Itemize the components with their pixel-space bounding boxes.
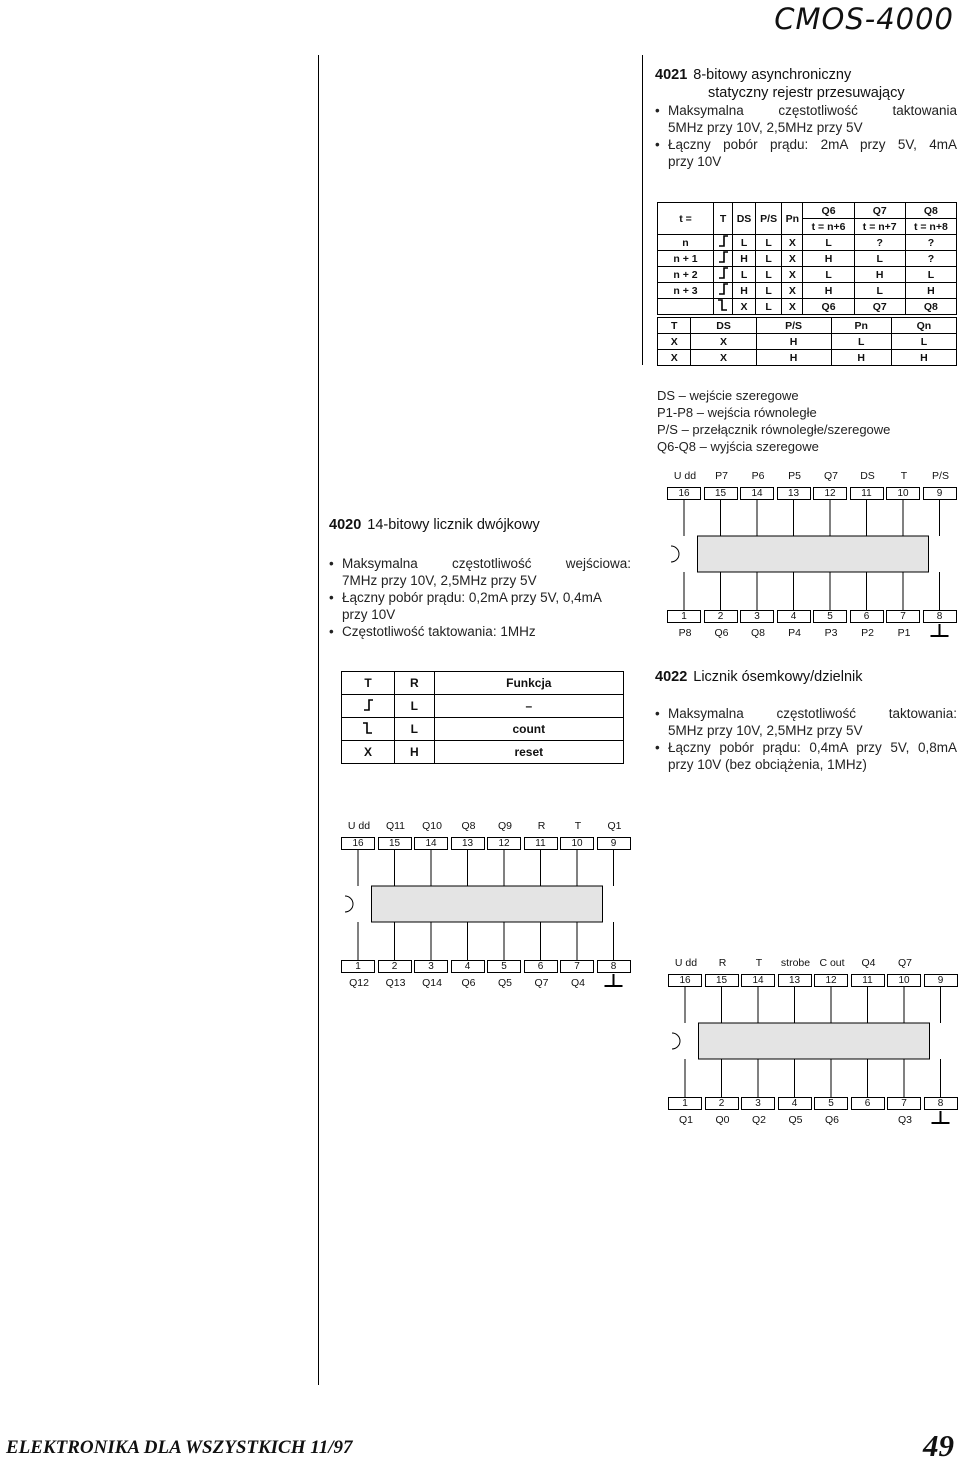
pin-bottom-number: 5: [813, 610, 847, 623]
table-cell: [714, 235, 733, 251]
table-row: [658, 267, 957, 283]
table-cell: X: [782, 299, 803, 315]
pin-bottom-number: 7: [887, 1097, 921, 1110]
table-row: [658, 334, 957, 350]
ground-icon: [931, 624, 949, 636]
table-cell: n + 1: [658, 251, 714, 267]
truth-table-4021-parallel: T DS P/S Pn Qn X X H L L X X H H H: [657, 317, 957, 366]
pin-top-label: U dd: [674, 957, 698, 969]
pin-top-number: 11: [851, 974, 885, 987]
table-cell: n: [658, 235, 714, 251]
pin-bottom-label: Q1: [678, 1114, 693, 1126]
pin-bottom-label: Q0: [715, 1114, 730, 1126]
table-cell: [658, 299, 714, 315]
pinout-4021: [665, 470, 960, 645]
pin-top-number: 12: [814, 974, 848, 987]
chip-notch: [345, 896, 353, 912]
pin-bottom-number: 1: [667, 610, 701, 623]
left-column-rule: [318, 55, 319, 1385]
table-cell: X: [733, 299, 756, 315]
title-4020: 4020 14-bitowy licznik dwójkowy: [329, 517, 540, 533]
table-cell: X: [691, 334, 756, 350]
pin-bottom-number: 3: [414, 960, 448, 973]
title-4021: 4021 8-bitowy asynchroniczny: [655, 67, 852, 83]
right-column-rule: [642, 55, 643, 365]
rising-edge-icon: [362, 699, 374, 711]
pin-bottom-label: Q3: [897, 1114, 912, 1126]
pin-bottom-label: Q6: [824, 1114, 839, 1126]
pin-bottom-number: 1: [341, 960, 375, 973]
pin-bottom-label: Q6: [461, 977, 476, 989]
table-cell: L: [755, 251, 781, 267]
pin-top-number: 14: [740, 487, 774, 500]
pin-bottom-label: Q12: [349, 977, 369, 989]
pin-top-number: 12: [813, 487, 847, 500]
pin-bottom-number: 6: [850, 610, 884, 623]
table-cell: H: [756, 350, 831, 366]
chip-notch: [671, 546, 679, 562]
pin-bottom-label: Q7: [534, 977, 549, 989]
pin-bottom-number: 5: [814, 1097, 848, 1110]
ground-icon: [932, 1111, 950, 1123]
ground-icon: [605, 974, 623, 986]
table-cell: L: [803, 267, 854, 283]
page-number: 49: [923, 1428, 954, 1463]
pin-top-label: C out: [819, 957, 845, 969]
pin-top-number: 13: [778, 974, 812, 987]
table-row: [342, 741, 624, 764]
pin-top-label: U dd: [673, 470, 697, 482]
table-cell: H: [854, 267, 905, 283]
table-cell: X: [782, 251, 803, 267]
pin-bottom-label: Q13: [385, 977, 406, 989]
legend-4021: DS – wejście szeregowe P1-P8 – wejścia równoległe P/S – przełącznik równoległe/szeregowe Q6-Q8 – wyjścia szeregowe: [657, 388, 891, 454]
truth-table-4020: T R Funkcja L – L count X H reset: [341, 671, 624, 764]
table-cell: Q6: [803, 299, 854, 315]
pinout-4022: [666, 957, 960, 1132]
pin-top-label: P6: [751, 470, 765, 482]
pin-top-number: 9: [923, 487, 957, 500]
table-cell: count: [434, 718, 623, 741]
table-cell: L: [755, 267, 781, 283]
pin-bottom-label: P8: [678, 627, 692, 639]
pin-bottom-label: Q5: [497, 977, 512, 989]
pin-bottom-label: P2: [861, 627, 874, 639]
pin-top-number: 15: [378, 837, 412, 850]
pin-top-label: Q10: [422, 820, 442, 832]
table-row: [658, 350, 957, 366]
pin-top-number: 11: [524, 837, 558, 850]
pin-top-label: Q7: [823, 470, 838, 482]
table-cell: –: [434, 695, 623, 718]
table-cell: ?: [854, 235, 905, 251]
rising-edge-icon: [717, 283, 729, 295]
pin-top-label: R: [537, 820, 546, 832]
table-cell: H: [803, 283, 854, 299]
pin-top-label: strobe: [780, 957, 811, 969]
table-cell: L: [803, 235, 854, 251]
table-cell: L: [891, 334, 956, 350]
chip-body: [698, 536, 929, 572]
pin-top-label: P7: [715, 470, 728, 482]
pin-bottom-number: 7: [560, 960, 594, 973]
pin-bottom-label: Q6: [714, 627, 729, 639]
pin-top-label: Q11: [385, 820, 406, 832]
pin-top-label: T: [900, 470, 908, 482]
pin-top-label: T: [574, 820, 582, 832]
table-cell: reset: [434, 741, 623, 764]
pin-bottom-label: Q8: [750, 627, 765, 639]
table-cell: L: [854, 283, 905, 299]
pin-top-label: Q4: [861, 957, 876, 969]
table-cell: H: [733, 251, 756, 267]
pin-top-number: 15: [704, 487, 738, 500]
pin-bottom-number: 4: [778, 1097, 812, 1110]
pin-top-label: Q8: [461, 820, 476, 832]
pin-bottom-label: P4: [788, 627, 801, 639]
pin-bottom-label: Q14: [422, 977, 442, 989]
chip-notch: [672, 1033, 680, 1049]
table-cell: X: [658, 350, 691, 366]
pin-bottom-label: Q2: [751, 1114, 766, 1126]
table-cell: [714, 267, 733, 283]
table-cell: n + 2: [658, 267, 714, 283]
table-cell: X: [782, 235, 803, 251]
table-cell: L: [395, 695, 435, 718]
rising-edge-icon: [717, 267, 729, 279]
table-cell: H: [803, 251, 854, 267]
pin-bottom-label: Q4: [570, 977, 585, 989]
table-cell: H: [905, 283, 956, 299]
pin-bottom-number: 2: [705, 1097, 739, 1110]
title-4022: 4022 Licznik ósemkowy/dzielnik: [655, 669, 863, 685]
table-cell: L: [854, 251, 905, 267]
table-cell: H: [891, 350, 956, 366]
pin-bottom-number: 8: [597, 960, 631, 973]
pin-top-label: Q7: [897, 957, 912, 969]
pin-top-number: 13: [777, 487, 811, 500]
pinout-4020: [339, 820, 634, 995]
pin-top-number: 14: [741, 974, 775, 987]
table-cell: ?: [905, 251, 956, 267]
rising-edge-icon: [717, 251, 729, 263]
table-cell: Q7: [854, 299, 905, 315]
table-cell: X: [782, 283, 803, 299]
pin-bottom-number: 7: [886, 610, 920, 623]
rising-edge-icon: [717, 235, 729, 247]
table-cell: L: [755, 235, 781, 251]
pin-top-number: 16: [341, 837, 375, 850]
table-row: [658, 251, 957, 267]
table-cell: H: [395, 741, 435, 764]
pin-bottom-label: P1: [897, 627, 911, 639]
table-cell: ?: [905, 235, 956, 251]
pin-bottom-label: P3: [824, 627, 838, 639]
pin-top-number: 12: [487, 837, 521, 850]
pin-top-number: 9: [597, 837, 631, 850]
table-cell: H: [756, 334, 831, 350]
table-cell: [714, 283, 733, 299]
pin-top-label: P5: [788, 470, 801, 482]
pin-bottom-number: 3: [740, 610, 774, 623]
pin-top-number: 10: [887, 974, 921, 987]
chip-body: [699, 1023, 930, 1059]
table-cell: L: [733, 235, 756, 251]
pin-top-number: 9: [924, 974, 958, 987]
table-cell: L: [905, 267, 956, 283]
pin-bottom-label: Q5: [788, 1114, 803, 1126]
table-cell: X: [691, 350, 756, 366]
series-header: CMOS-4000: [774, 2, 954, 36]
table-row: [658, 299, 957, 315]
table-cell: L: [831, 334, 891, 350]
bullets-4021: • Maksymalna częstotliwość taktowania 5MHz przy 10V, 2,5MHz przy 5V • Łączny pobór prądu: 2mA przy 5V, 4mA przy 10V: [655, 102, 957, 170]
pin-top-label: Q9: [497, 820, 512, 832]
pin-top-number: 10: [886, 487, 920, 500]
pin-bottom-number: 2: [378, 960, 412, 973]
table-row: [342, 695, 624, 718]
pin-top-label: DS: [860, 470, 875, 482]
pin-bottom-number: 4: [451, 960, 485, 973]
falling-edge-icon: [717, 299, 729, 311]
table-cell: H: [831, 350, 891, 366]
pin-top-number: 16: [667, 487, 701, 500]
pin-top-number: 14: [414, 837, 448, 850]
pin-bottom-number: 3: [741, 1097, 775, 1110]
pin-top-label: R: [718, 957, 727, 969]
table-cell: [342, 718, 395, 741]
pin-top-label: Q1: [607, 820, 622, 832]
table-row: [658, 235, 957, 251]
pin-bottom-number: 6: [524, 960, 558, 973]
title-4021-line2: statyczny rejestr przesuwający: [708, 85, 905, 101]
bullets-4022: • Maksymalna częstotliwość taktowania: 5MHz przy 10V, 2,5MHz przy 5V • Łączny pobór prądu: 0,4mA przy 5V, 0,8mA przy 10V (bez obciążenia, 1MHz): [655, 705, 957, 773]
pin-top-label: U dd: [347, 820, 371, 832]
chip-body: [372, 886, 603, 922]
pin-top-label: P/S: [932, 470, 949, 482]
falling-edge-icon: [362, 722, 374, 734]
table-row: [658, 283, 957, 299]
pin-top-number: 16: [668, 974, 702, 987]
pin-top-label: T: [755, 957, 763, 969]
table-cell: X: [658, 334, 691, 350]
pin-bottom-number: 8: [924, 1097, 958, 1110]
pin-top-number: 11: [850, 487, 884, 500]
pin-top-number: 13: [451, 837, 485, 850]
pin-bottom-number: 1: [668, 1097, 702, 1110]
bullets-4020: • Maksymalna częstotliwość wejściowa: 7MHz przy 10V, 2,5MHz przy 5V • Łączny pobór prądu: 0,2mA przy 5V, 0,4mA przy 10V • Częstotliwość taktowania: 1MHz: [329, 555, 631, 640]
table-row: [342, 718, 624, 741]
table-cell: [714, 251, 733, 267]
table-cell: L: [755, 299, 781, 315]
table-cell: n + 3: [658, 283, 714, 299]
table-cell: X: [782, 267, 803, 283]
table-cell: X: [342, 741, 395, 764]
pin-top-number: 10: [560, 837, 594, 850]
pin-bottom-number: 4: [777, 610, 811, 623]
pin-top-number: 15: [705, 974, 739, 987]
pin-bottom-number: 8: [923, 610, 957, 623]
magazine-footer: ELEKTRONIKA DLA WSZYSTKICH 11/97: [6, 1437, 353, 1458]
table-cell: [714, 299, 733, 315]
truth-table-4021-serial: t = T DS P/S Pn Q6 Q7 Q8 t = n+6 t = n+7 t = n+8 n L L X L ? ? n + 1 H L X H L ? n + 2 L L X L H L n + 3 H L X H L H X L X Q6 Q7 Q8: [657, 202, 957, 315]
table-cell: L: [733, 267, 756, 283]
table-cell: L: [755, 283, 781, 299]
pin-bottom-number: 2: [704, 610, 738, 623]
table-cell: [342, 695, 395, 718]
table-cell: L: [395, 718, 435, 741]
table-cell: Q8: [905, 299, 956, 315]
pin-bottom-number: 6: [851, 1097, 885, 1110]
pin-bottom-number: 5: [487, 960, 521, 973]
table-cell: H: [733, 283, 756, 299]
